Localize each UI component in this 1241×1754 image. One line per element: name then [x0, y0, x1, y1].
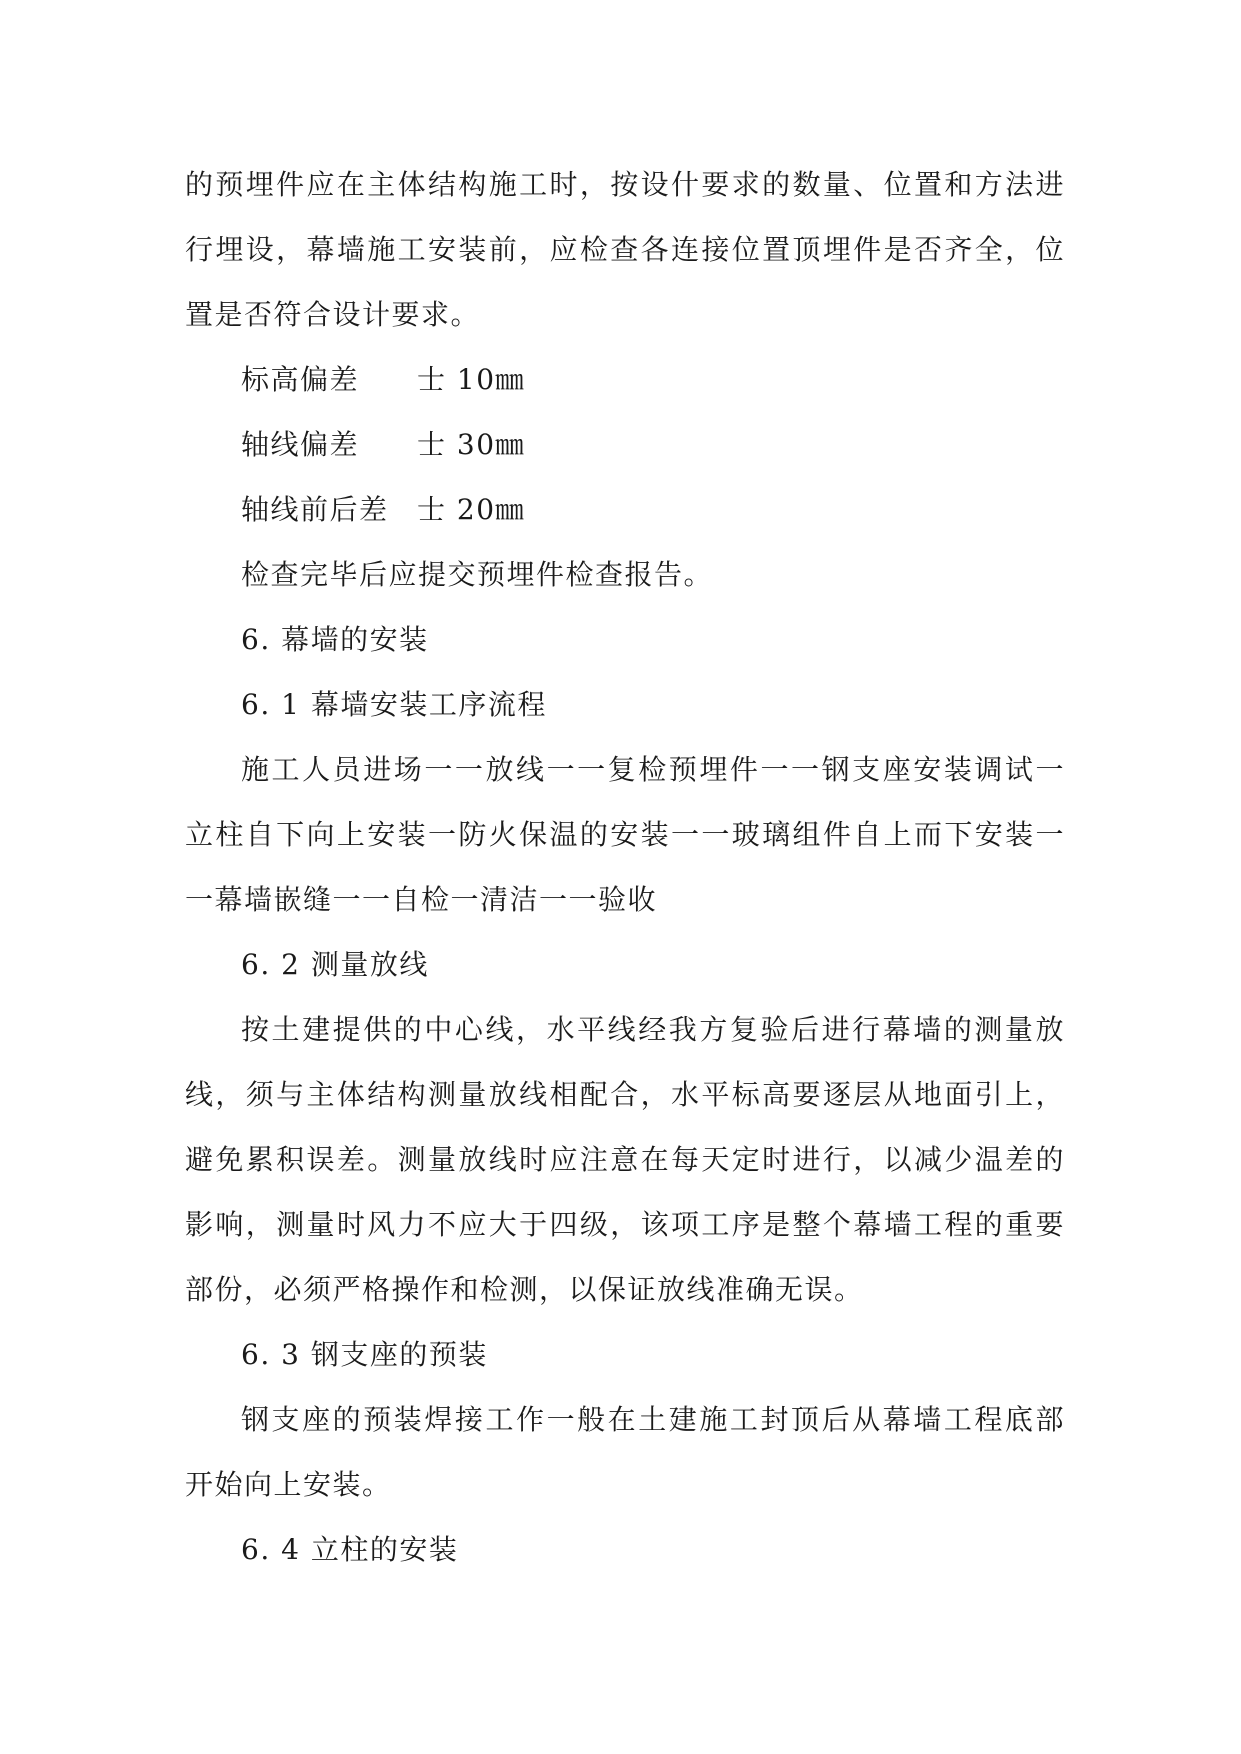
heading-section-6-4: 6. 4 立柱的安装 — [241, 1533, 459, 1566]
tolerance-label: 轴线偏差 — [241, 428, 360, 461]
paragraph-survey-setting-out: 按土建提供的中心线，水平线经我方复验后进行幕墙的测量放线，须与主体结构测量放线相配合，水平标高要逐层从地面引上，避免累积误差。测量放线时应注意在每天定时进行，以减少温差的影响，测量时风力不应大于四级，该项工序是整个幕墙工程的重要部份，必须严格操作和检测，以保证放线准确无误。 — [185, 1013, 1065, 1306]
heading-section-6-2: 6. 2 测量放线 — [241, 948, 429, 981]
tolerance-value: 士 20㎜ — [417, 493, 526, 526]
tolerance-value: 士 10㎜ — [417, 363, 526, 396]
paragraph-install-process: 施工人员进场一一放线一一复检预埋件一一钢支座安装调试一立柱自下向上安装一防火保温的安装一一玻璃组件自上而下安装一一幕墙嵌缝一一自检一清洁一一验收 — [185, 753, 1065, 916]
paragraph-steel-support: 钢支座的预装焊接工作一般在土建施工封顶后从幕墙工程底部开始向上安装。 — [185, 1403, 1065, 1501]
heading-section-6-1: 6. 1 幕墙安装工序流程 — [241, 688, 547, 721]
heading-section-6-3: 6. 3 钢支座的预装 — [241, 1338, 488, 1371]
paragraph-inspection-report: 检查完毕后应提交预埋件检查报告。 — [241, 558, 714, 591]
heading-section-6: 6. 幕墙的安装 — [241, 623, 429, 656]
paragraph-embedded-parts: 的预埋件应在主体结构施工时，按设什要求的数量、位置和方法进行埋设，幕墙施工安装前，应检查各连接位置顶埋件是否齐全，位置是否符合设计要求。 — [185, 168, 1065, 331]
tolerance-label: 标高偏差 — [241, 363, 360, 396]
tolerance-value: 士 30㎜ — [417, 428, 526, 461]
tolerance-row-axis — [185, 412, 1065, 477]
tolerance-row-elevation — [185, 347, 1065, 412]
tolerance-label: 轴线前后差 — [241, 493, 389, 526]
document-body — [185, 152, 1065, 1582]
tolerance-row-axis-front-back — [185, 477, 1065, 542]
